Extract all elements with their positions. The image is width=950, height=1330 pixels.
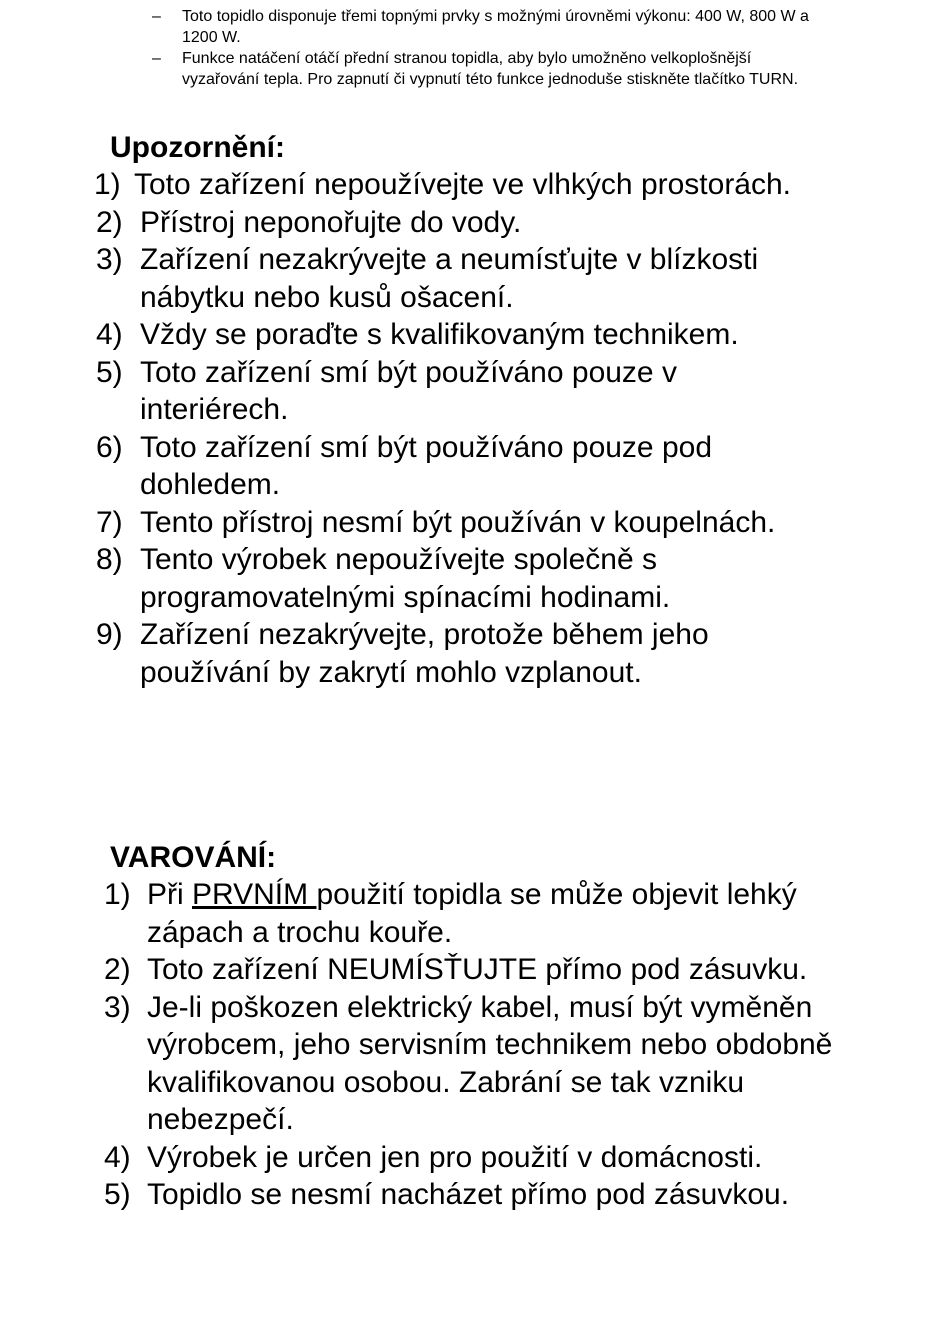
item-text: Toto zařízení nepoužívejte ve vlhkých prostorách.	[134, 168, 792, 201]
warning-heading: VAROVÁNÍ:	[110, 841, 277, 874]
item-text-pre: Při	[147, 878, 192, 911]
item-text: Toto zařízení smí být používáno pouze v interiérech.	[140, 355, 677, 426]
item-text: Zařízení nezakrývejte a neumísťujte v blízkosti nábytku nebo kusů ošacení.	[140, 243, 759, 314]
item-text: Topidlo se nesmí nacházet přímo pod zásuvkou.	[147, 1178, 790, 1211]
bullet-dash: –	[152, 8, 161, 25]
item-text: Přístroj neponořujte do vody.	[140, 205, 522, 239]
notice-item	[0, 204, 950, 242]
item-text: Zařízení nezakrývejte, protože během jeho používání by zakrytí mohlo vzplanout.	[140, 618, 709, 689]
bullet-text: Toto topidlo disponuje třemi topnými prvky s možnými úrovněmi výkonu: 400 W, 800 W a 1200 W.	[182, 8, 809, 46]
item-text: Vždy se poraďte s kvalifikovaným technikem.	[140, 318, 739, 351]
item-text-post: použití topidla se může objevit lehký zápach a trochu kouře.	[147, 878, 797, 949]
notice-item	[0, 504, 950, 542]
item-text: Toto zařízení NEUMÍSŤUJTE přímo pod zásuvku.	[147, 953, 808, 986]
item-number: 3)	[96, 243, 123, 276]
item-number: 6)	[96, 430, 123, 464]
warning-item	[0, 989, 950, 1139]
item-text-underlined: PRVNÍM	[192, 878, 317, 911]
item-text: Tento výrobek nepoužívejte společně s programovatelnými spínacími hodinami.	[140, 543, 671, 614]
item-number: 9)	[96, 618, 123, 651]
item-number: 3)	[104, 990, 131, 1024]
feature-bullet-list	[0, 6, 950, 90]
item-number: 8)	[96, 543, 123, 576]
item-text: Toto zařízení smí být používáno pouze pod dohledem.	[140, 430, 713, 501]
notice-item	[0, 354, 950, 429]
item-number: 2)	[96, 205, 123, 239]
item-number: 5)	[104, 1178, 131, 1211]
warning-item	[0, 1176, 950, 1214]
item-number: 5)	[96, 355, 123, 389]
bullet-dash: –	[152, 50, 161, 67]
warning-item	[0, 1139, 950, 1177]
notice-section	[0, 130, 950, 691]
item-text: Je-li poškozen elektrický kabel, musí být vyměněn výrobcem, jeho servisním technikem nebo obdobně kvalifikovanou osobou. Zabrání se tak vzniku nebezpečí.	[147, 990, 833, 1136]
item-text: Tento přístroj nesmí být používán v koupelnách.	[140, 505, 776, 539]
item-text	[147, 876, 837, 951]
item-number: 1)	[94, 168, 121, 201]
notice-item	[0, 429, 950, 504]
notice-item	[0, 166, 950, 204]
notice-item	[0, 316, 950, 354]
item-number: 2)	[104, 953, 131, 986]
item-number: 4)	[96, 318, 123, 351]
notice-item	[0, 541, 950, 616]
item-number: 4)	[104, 1140, 131, 1174]
item-text: Výrobek je určen jen pro použití v domácnosti.	[147, 1140, 763, 1174]
notice-item	[0, 616, 950, 691]
warning-section	[0, 840, 950, 1214]
notice-item	[0, 241, 950, 316]
feature-bullet	[0, 48, 950, 90]
notice-heading: Upozornění:	[110, 131, 285, 164]
item-number: 1)	[104, 878, 131, 911]
item-number: 7)	[96, 505, 123, 539]
warning-item	[0, 951, 950, 989]
feature-bullet	[0, 6, 950, 48]
warning-item	[0, 876, 950, 951]
bullet-text: Funkce natáčení otáčí přední stranou topidla, aby bylo umožněno velkoplošnější vyzařování tepla. Pro zapnutí či vypnutí této funkce jednoduše stiskněte tlačítko TURN.	[182, 50, 799, 88]
